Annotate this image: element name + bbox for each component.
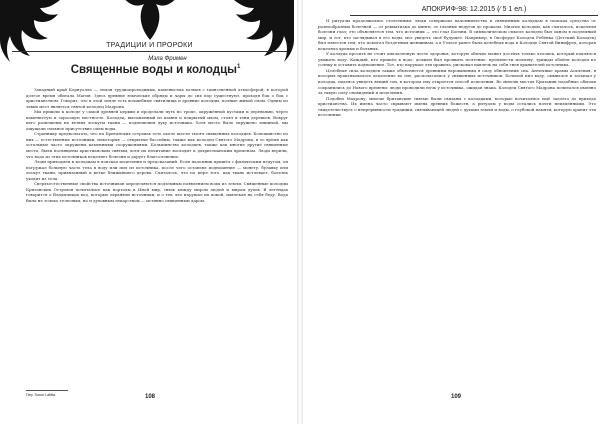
right-body-text <box>318 18 596 118</box>
left-body-text <box>26 87 288 203</box>
left-page <box>0 0 294 424</box>
page-number: 109 <box>451 394 462 400</box>
paragraph: Люди приходили к колодцам в поисках исцеления и предсказаний. Если паломник пришёл с физическим недугом, он погружал больную часть тела в воду или пил из источника, после чего оставлял подношение — монету, булавку или лоскут ткани, привязанный к ветке ближайшего дерева. Считалось, что по мере того, как ткань истлевает, болезнь уходит из тела. <box>26 159 288 181</box>
right-page <box>306 0 600 424</box>
running-head: ТРАДИЦИИ И ПРОРОКИ <box>12 42 287 52</box>
paragraph: И ритуалы продолжались столетиями: люди совершали паломничества к священным колодцам в поисках средства от разнообразных болезней — от ревматизма до цинги, от глазных недугов до проказы. Многие колодцы, как считалось, исцеляли болезни глаз; это объясняется тем, что источник — это глаз Богини. В символическом смысле колодец был окном в подземный мир, и тот, кто заглядывал в его воды, мог увидеть своё будущее. Например, в Оксфорде Колодец Ребёнка (Детский Колодец) был известен тем, что помогал бездетным женщинам, а в Уэльсе ранее была целебная вода в Колодце Святой Винифред, которая исцеляла хромых и больных. <box>318 18 596 51</box>
title-text: Священные воды и колодцы <box>70 64 237 76</box>
page-number: 108 <box>145 394 156 400</box>
running-head: АПОКРИФ-98: 12.2015 (⁄ 5 1 ел.) <box>350 6 598 16</box>
paragraph: Целебная сила колодцев также объясняется древними верованиями в силу обновления сна. Античные храмы Асклепия, в которых практиковалось исцеление во сне, располагались у священных источников. Больной пил воду, омывался и засыпал у колодца, надеясь увидеть вещий сон, в котором ему откроется способ исцеления. Во многих местах Британии подобные обычаи сохранились до Нового времени: люди проводили ночь у источника, ожидая знака. Колодец Святого Мадрона почитался именно за такую силу сновидений и исцеления. <box>318 67 596 96</box>
footnote-rule <box>26 390 68 391</box>
paragraph: Сверхъестественные свойства источников определяются подземным появлением воды из земли. Священные колодцы Британских Островов почитались как порталы в Иной мир, связь между миром людей и миром духов. В легендах говорится о Владычицах вод, которые охраняли источники, и о тех, кто нарушал их покой, навлекая на себя беду. Вода была не только телесным, но и духовным лекарством — истинно священным даром. <box>26 181 288 203</box>
title-note-mark: 1 <box>236 64 241 71</box>
paragraph: У колодца просить не стоит аналогичную честь здоровья, которую обычно может достичь только человек, который поклялся уважать воду. Каждый, кто пришёл к воде, должен был проявить почтение: произнести молитву, трижды обойти колодец по солнцу и оставить подношение. Тот, кто нарушал эти правила, рисковал навлечь на себя гнев хранителей источника. <box>318 51 596 68</box>
ornament-top-center-icon <box>110 0 190 44</box>
paragraph: Мы пришли к колоде у самой древней церкви и проделали путь по тропе, окружённой кустами и деревьями, через каменистую и заросшую местность. Колодец, выложенный из камня и покрытый мхом, стоял в тени деревьев. Вокруг него развешены на ветвях лоскуты ткани — подношения духу источника. Хотя место было окружено тишиной, мы ощущали сильное присутствие силы воды. <box>26 109 288 131</box>
footnote: Пер. Sonor Latitta. <box>26 393 56 397</box>
paragraph: Подобно Мадрону, многие британские святые были связаны с колодцами, которые почитались ещё задолго до прихода христианства. Их имена часто скрывают имена древних божеств, а ритуалы у воды остались почти неизменными. Это свидетельствует о непрерывности традиции, связывающей людей с духами земли и воды, о глубокой памяти, которую хранят эти источники. <box>318 95 596 118</box>
author-name: Мэла Фримен <box>148 56 187 62</box>
article-title <box>18 64 293 76</box>
gutter <box>297 0 303 424</box>
paragraph: Западный край Корнуолла — земля труднопроходимых, каменистых холмов с таинственной атмосферой, в которой долгое время обитала Магия. Здесь древние языческие обряды и чары до сих пор существуют, проходя бок о бок с христианством. Говорят, что в этой земле есть волшебные святилища и древние колодцы, полные живой силы. Одним из таких мест является святой колодец Мадрона. <box>26 87 288 109</box>
paragraph: Страннику предполагать, что на Британских островах есть около шести тысяч священных колодцев. Большинство из них — естественные источники, некоторые — открытые бассейны, также как колодец Святого Мадрона, в то время как остальные часто окружены каменными сооружениями. Большинство колодцев, также как многие другие священные места, были посвящены христианским святым, хотя их почитание восходит к дохристианским временам. Люди верили, что вода из этих источников исцеляет болезни и дарует благословение. <box>26 131 288 159</box>
